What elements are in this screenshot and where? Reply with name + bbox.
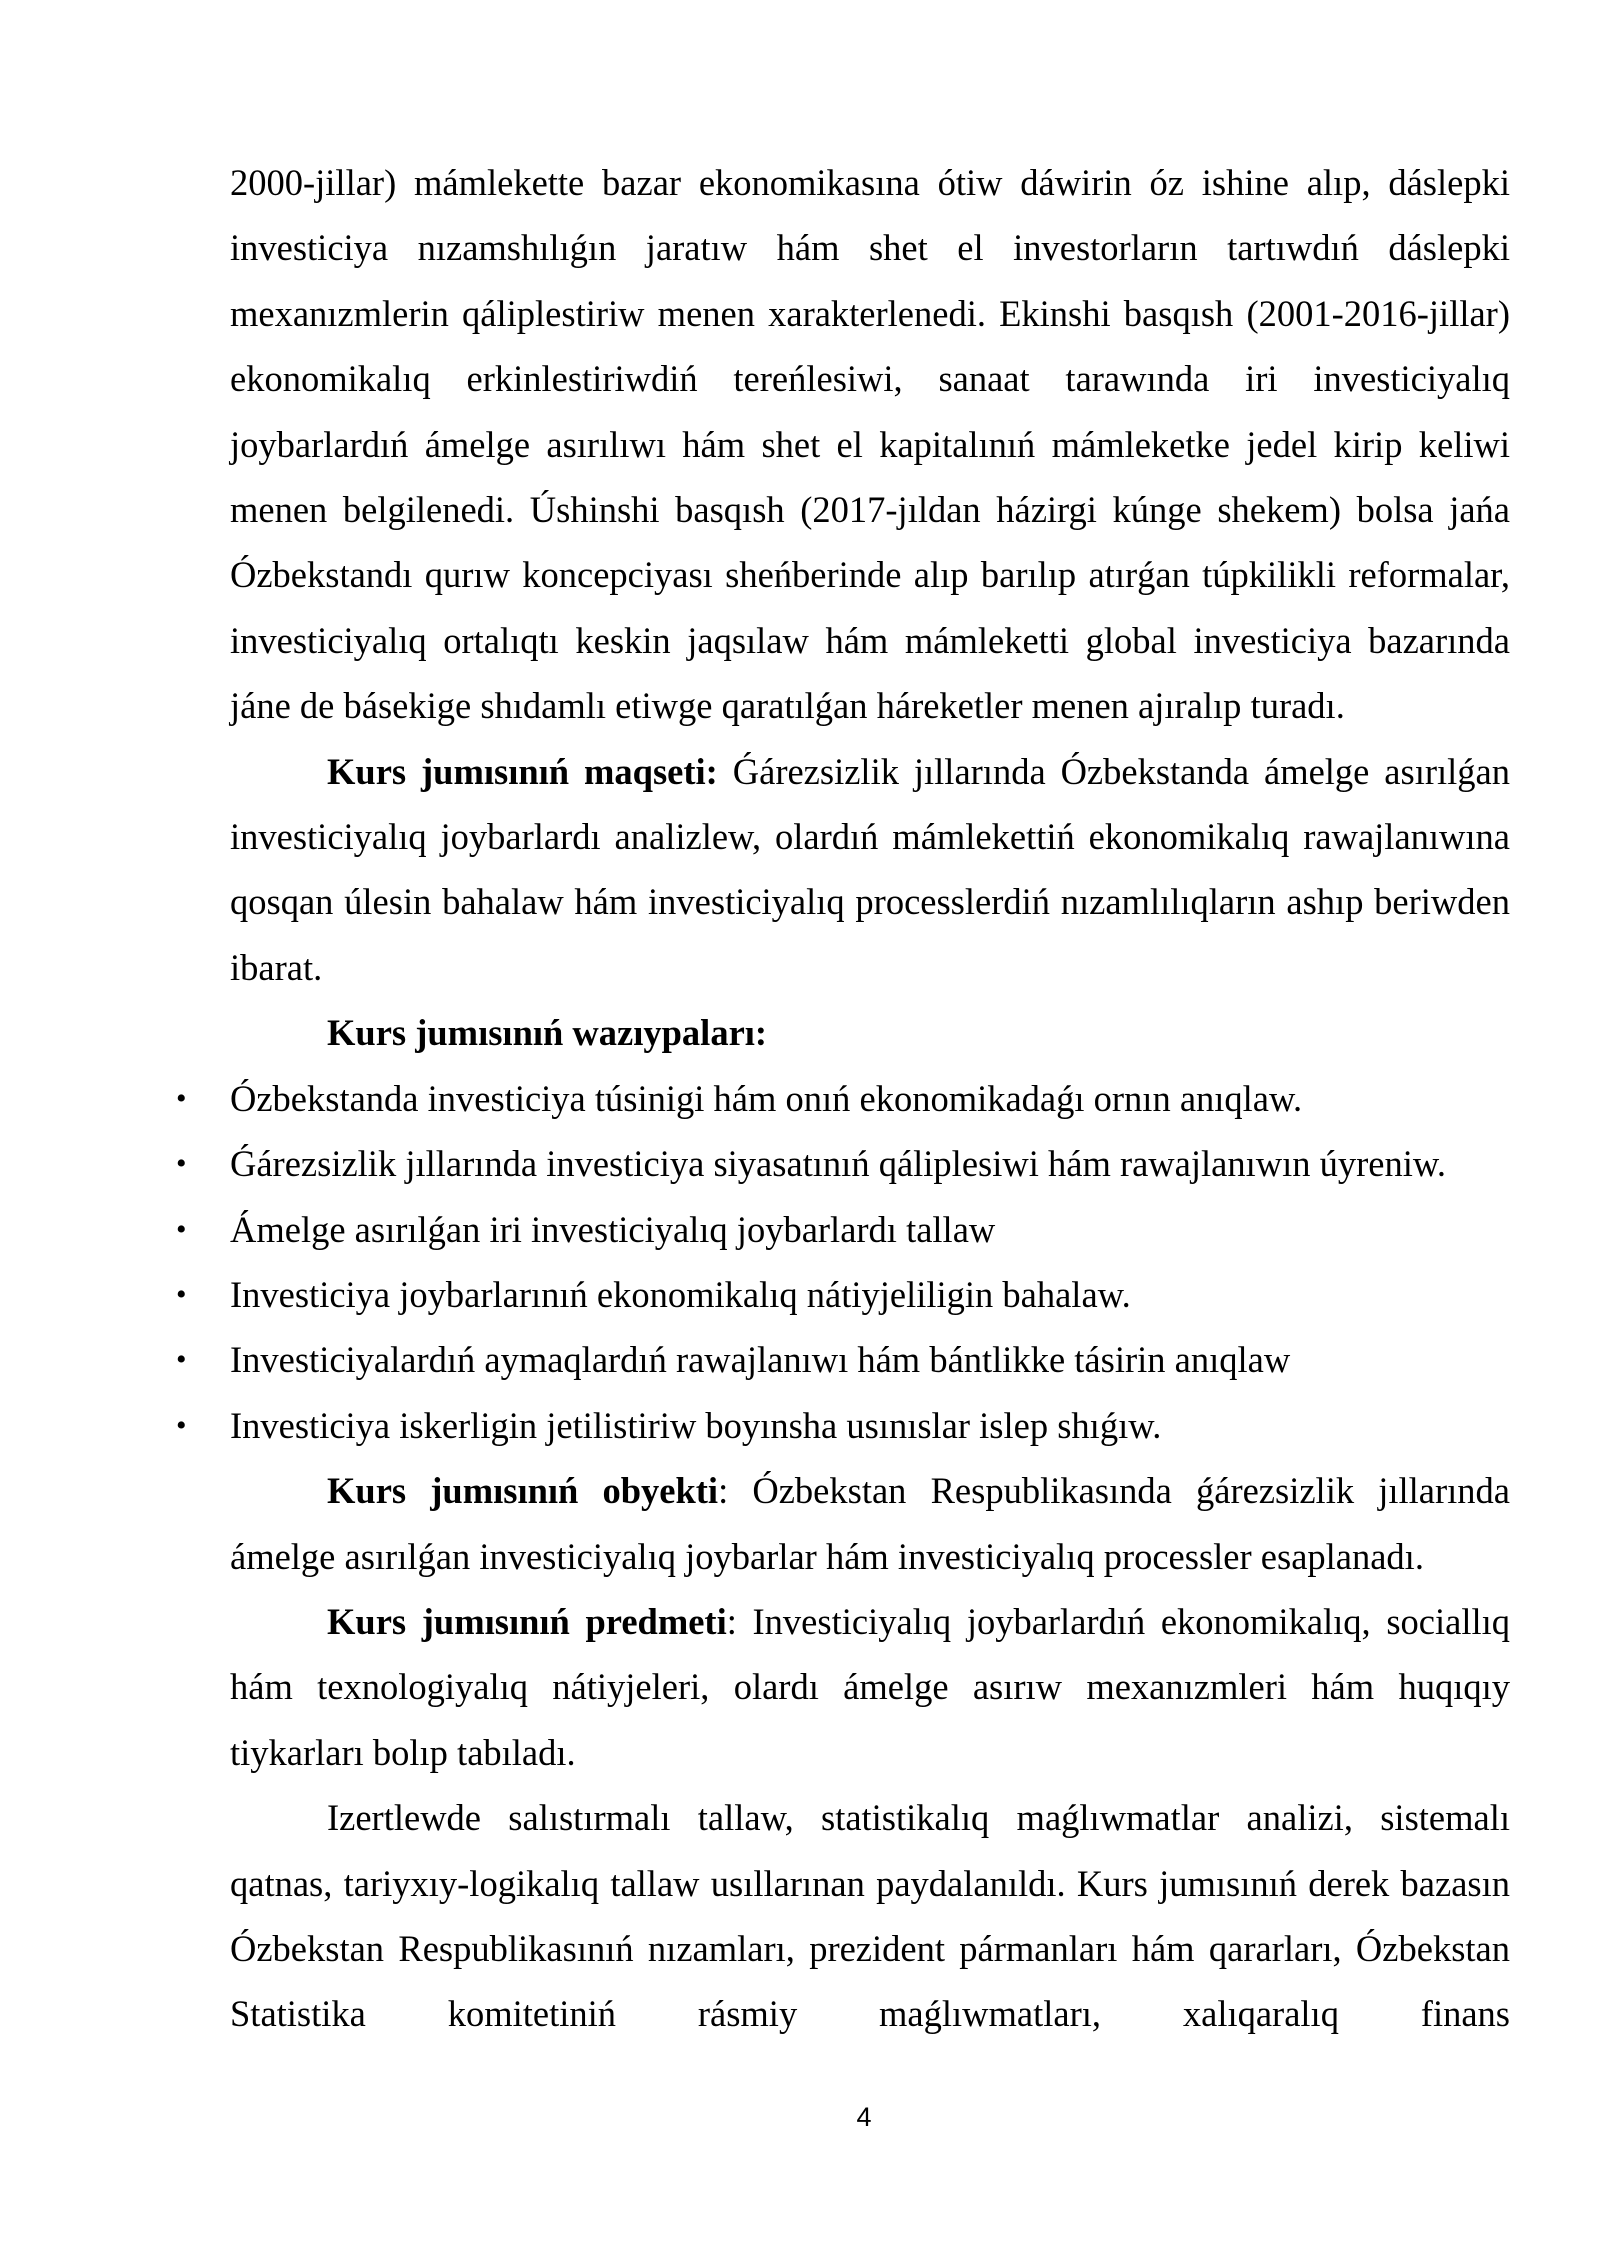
list-item [176,1197,1510,1262]
bullet-icon: • [176,1212,187,1246]
tasks-heading: Kurs jumısınıń wazıypaları: [327,1012,768,1054]
task-text: Ǵárezsizlik jıllarında investiciya siyasatınıń qáliplesiwi hám rawajlanıwın úyreniw. [230,1143,1446,1185]
bullet-icon: • [176,1277,187,1311]
goal-paragraph [230,739,1510,1001]
task-text: Investiciyalardıń aymaqlardıń rawajlanıwı hám bántlikke tásirin anıqlaw [230,1339,1291,1381]
list-item [176,1262,1510,1327]
task-text: Investiciya joybarlarınıń ekonomikalıq nátiyjeliligin bahalaw. [230,1273,1131,1315]
subject-label: Kurs jumısınıń predmeti [327,1600,727,1642]
subject-paragraph [230,1589,1510,1785]
methods-paragraph: Izertlewde salıstırmalı tallaw, statistikalıq maǵlıwmatlar analizi, sistemalı qatnas, tariyxıy-logikalıq tallaw usıllarınan paydalanıldı. Kurs jumısınıń derek bazasın Ózbekstan Respublikasınıń nızamları, prezident pármanları hám qararları, Ózbekstan Statistika komitetiniń rásmiy maǵlıwmatları, xalıqaralıq finans [230,1797,1510,2035]
bullet-icon: • [176,1408,187,1442]
list-item [176,1393,1510,1458]
object-paragraph [230,1458,1510,1589]
intro-paragraph: 2000-jillar) mámlekette bazar ekonomikasına ótiw dáwirin óz ishine alıp, dáslepki investiciya nızamshılıǵın jaratıw hám shet el investorların tartıwdıń dáslepki mexanızmlerin qáliplestiriw menen xarakterlenedi. Ekinshi basqısh (2001-2016-jillar) ekonomikalıq erkinlestiriwdiń tereńlesiwi, sanaat tarawında iri investiciyalıq joybarlardıń ámelge asırılıwı hám shet el kapitalınıń mámleketke jedel kirip keliwi menen belgilenedi. Úshinshi basqısh (2017-jıldan házirgi kúnge shekem) bolsa jańa Ózbekstandı qurıw koncepciyası sheńberinde alıp barılıp atırǵan túpkilikli reformalar, investiciyalıq ortalıqtı keskin jaqsılaw hám mámleketti global investiciya bazarında jáne de básekige shıdamlı etiwge qaratılǵan háreketler menen ajıralıp turadı. [230,162,1510,727]
goal-label: Kurs jumısınıń maqseti: [327,750,718,792]
page-number: 4 [856,2102,872,2132]
object-label: Kurs jumısınıń obyekti [327,1470,719,1512]
task-text: Investiciya iskerligin jetilistiriw boyınsha usınıslar islep shıǵıw. [230,1404,1162,1446]
list-item [176,1327,1510,1392]
list-item [176,1131,1510,1196]
goal-text: Ǵárezsizlik jıllarında Ózbekstanda ámelge asırılǵan investiciyalıq joybarlardı analizlew, olardıń mámlekettiń ekonomikalıq rawajlanıwına qosqan úlesin bahalaw hám investiciyalıq processlerdiń nızamlılıqların ashıp beriwden ibarat. [230,750,1510,988]
bullet-icon: • [176,1343,187,1377]
document-body [176,150,1510,2047]
task-text: Ózbekstanda investiciya túsinigi hám onıń ekonomikadaǵı ornın anıqlaw. [230,1077,1303,1119]
tasks-list [176,1066,1510,1458]
object-text: : Ózbekstan Respublikasında ǵárezsizlik jıllarında ámelge asırılǵan investiciyalıq joybarlar hám investiciyalıq processler esaplanadı. [230,1470,1510,1577]
subject-text: : Investiciyalıq joybarlardıń ekonomikalıq, sociallıq hám texnologiyalıq nátiyjeleri, olardı ámelge asırıw mexanızmleri hám huqıqıy tiykarları bolıp tabıladı. [230,1600,1510,1773]
list-item [176,1066,1510,1131]
task-text: Ámelge asırılǵan iri investiciyalıq joybarlardı tallaw [230,1208,996,1250]
bullet-icon: • [176,1081,187,1115]
bullet-icon: • [176,1147,187,1181]
